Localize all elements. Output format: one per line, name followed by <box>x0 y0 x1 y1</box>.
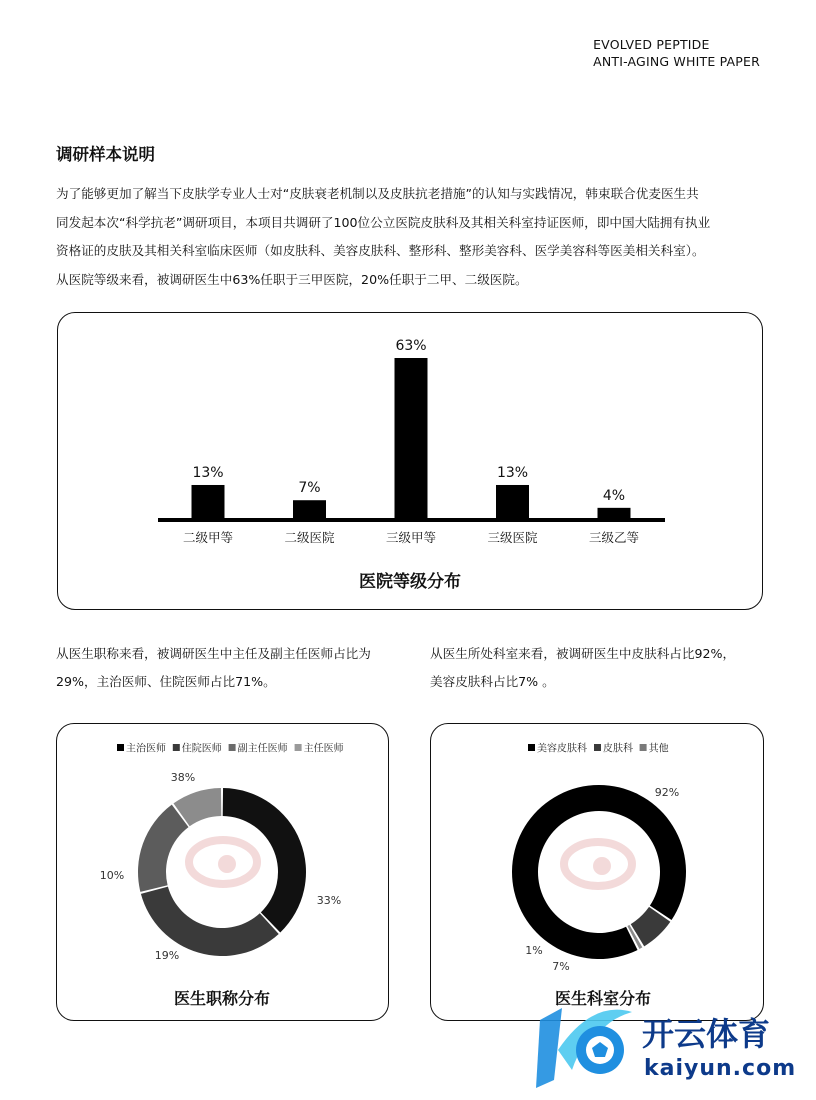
bar <box>395 358 428 518</box>
document-header <box>593 36 760 70</box>
kaiyun-watermark <box>532 1000 812 1095</box>
donut-slice <box>141 887 279 956</box>
header-line-2: ANTI-AGING WHITE PAPER <box>593 54 760 69</box>
category-label: 三级乙等 <box>588 530 640 545</box>
watermark-logo-faint <box>564 842 632 886</box>
section-title: 调研样本说明 <box>56 145 155 164</box>
x-axis-baseline <box>158 518 665 522</box>
bar-value-label: 63% <box>395 338 427 354</box>
legend-label: 主任医师 <box>303 743 344 755</box>
legend-swatch <box>295 744 302 751</box>
chart-title: 医院等级分布 <box>359 572 461 592</box>
intro-line: 从医院等级来看，被调研医生中63%任职于三甲医院，20%任职于二甲、二级医院。 <box>56 271 528 287</box>
chart-title: 医生科室分布 <box>554 989 652 1008</box>
doctor-title-donut-chart <box>57 724 388 1020</box>
category-label: 三级医院 <box>487 530 538 545</box>
legend-swatch <box>173 744 180 751</box>
paragraph-line: 29%，主治医师、住院医师占比71%。 <box>56 674 276 689</box>
legend-label: 主治医师 <box>126 743 166 755</box>
bar <box>192 485 225 518</box>
paragraph-line: 美容皮肤科占比7% 。 <box>430 674 555 689</box>
legend-label: 副主任医师 <box>237 743 288 755</box>
bar-value-label: 4% <box>602 487 626 504</box>
watermark-logo-faint <box>189 840 257 884</box>
doctor-title-chart-card <box>56 723 389 1021</box>
hospital-level-bar-chart <box>58 313 762 609</box>
bar-value-label: 13% <box>496 464 529 481</box>
legend-swatch <box>640 744 647 751</box>
slice-label: 92% <box>654 786 680 799</box>
intro-line: 为了能够更加了解当下皮肤学专业人士对“皮肤衰老机制以及皮肤抗老措施”的认知与实践情况，韩束联合优麦医生共 <box>56 186 699 201</box>
category-label: 三级甲等 <box>385 530 437 545</box>
category-label: 二级医院 <box>284 530 335 545</box>
bar <box>598 508 631 518</box>
bar <box>496 485 529 518</box>
hospital-level-chart-card <box>57 312 763 610</box>
category-label: 二级甲等 <box>182 530 234 545</box>
slice-label: 19% <box>154 949 180 962</box>
bar-value-label: 13% <box>192 464 224 481</box>
department-distribution-paragraph <box>430 640 775 696</box>
doctor-department-donut-chart <box>431 724 763 1020</box>
title-distribution-paragraph <box>56 640 401 696</box>
slice-label: 33% <box>316 894 342 907</box>
paragraph-line: 从医生所处科室来看，被调研医生中皮肤科占比92%， <box>430 646 736 661</box>
chart-title: 医生职称分布 <box>173 989 271 1008</box>
legend-swatch <box>229 744 236 751</box>
legend-swatch <box>594 744 601 751</box>
intro-paragraph <box>56 180 761 294</box>
logo-k-stroke <box>536 1008 562 1088</box>
slice-label: 38% <box>170 771 196 784</box>
kaiyun-logo <box>532 1000 812 1095</box>
legend-swatch <box>528 744 535 751</box>
legend-label: 住院医师 <box>181 743 222 755</box>
watermark-en: kaiyun.com <box>644 1056 797 1081</box>
paragraph-line: 从医生职称来看，被调研医生中主任及副主任医师占比为 <box>56 646 371 661</box>
slice-label: 7% <box>552 960 570 973</box>
legend-label: 其他 <box>648 743 669 755</box>
slice-label: 1% <box>525 944 543 957</box>
donut-slice <box>223 788 306 933</box>
legend-label: 美容皮肤科 <box>537 743 587 755</box>
watermark-cn: 开云体育 <box>642 1015 771 1053</box>
slice-label: 10% <box>99 869 125 882</box>
legend-swatch <box>117 744 124 751</box>
bar-value-label: 7% <box>298 480 321 497</box>
donut-slice <box>138 805 189 892</box>
header-line-1: EVOLVED PEPTIDE <box>593 37 710 52</box>
legend-label: 皮肤科 <box>603 743 633 755</box>
doctor-department-chart-card <box>430 723 764 1021</box>
intro-line: 资格证的皮肤及其相关科室临床医师（如皮肤科、美容皮肤科、整形科、整形美容科、医学美容科等医美相关科室）。 <box>56 243 705 258</box>
intro-line: 同发起本次“科学抗老”调研项目，本项目共调研了100位公立医院皮肤科及其相关科室持证医师，即中国大陆拥有执业 <box>56 214 711 230</box>
bar <box>293 500 326 518</box>
